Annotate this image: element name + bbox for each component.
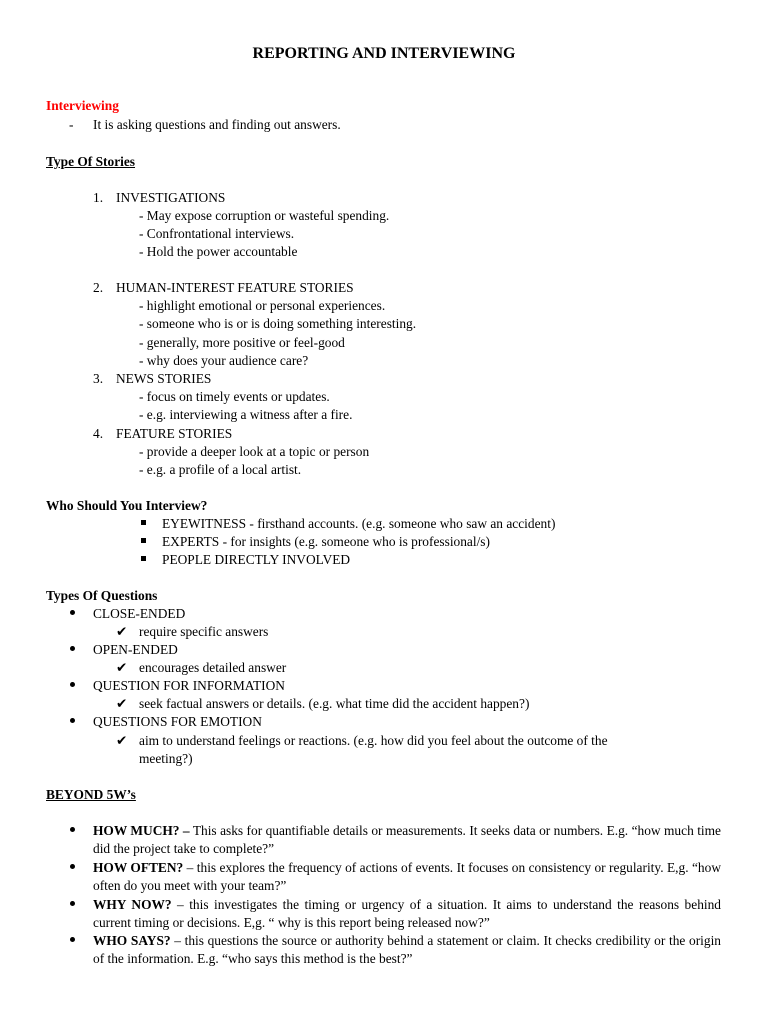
who-heading: Who Should You Interview?	[46, 498, 208, 513]
bullet-icon	[70, 641, 75, 659]
story-point: - why does your audience care?	[139, 353, 309, 368]
story-point: - May expose corruption or wasteful spending.	[139, 208, 390, 223]
story-point: - provide a deeper look at a topic or person	[139, 444, 370, 459]
story-point: - Hold the power accountable	[139, 244, 298, 259]
checkmark-icon: ✔	[116, 624, 128, 639]
story-type-title: FEATURE STORIES	[116, 426, 233, 441]
beyond-text: – this questions the source or authority behind a statement or claim. It checks credibility or the origin of the information. E.g. “who says this method is the best?”	[93, 933, 721, 967]
story-point: - generally, more positive or feel-good	[139, 335, 345, 350]
story-point: - e.g. a profile of a local artist.	[139, 462, 302, 477]
list-number: 4.	[93, 426, 104, 441]
beyond-item	[93, 932, 721, 968]
question-type: CLOSE-ENDED	[93, 606, 186, 621]
question-detail-continued: meeting?)	[139, 751, 193, 766]
checkmark-icon: ✔	[116, 733, 128, 748]
story-point: - focus on timely events or updates.	[139, 389, 330, 404]
story-point: - e.g. interviewing a witness after a fire.	[139, 407, 353, 422]
beyond-text: This asks for quantifiable details or measurements. It seeks data or numbers. E.g. “how much time did the project take to complete?”	[93, 823, 721, 857]
list-number: 2.	[93, 280, 104, 295]
question-type: QUESTIONS FOR EMOTION	[93, 714, 262, 729]
beyond-item	[93, 822, 721, 858]
who-item: EYEWITNESS - firsthand accounts. (e.g. someone who saw an accident)	[162, 516, 556, 531]
who-item: EXPERTS - for insights (e.g. someone who is professional/s)	[162, 534, 490, 549]
beyond-text: – this explores the frequency of actions of events. It focuses on consistency or regularity. E,g. “how often do you meet with your team?”	[93, 860, 721, 894]
document-title: REPORTING AND INTERVIEWING	[252, 45, 516, 62]
checkmark-icon: ✔	[116, 660, 128, 675]
beyond-term: HOW OFTEN?	[93, 860, 184, 875]
story-point: - highlight emotional or personal experiences.	[139, 298, 386, 313]
story-types-heading: Type Of Stories	[46, 154, 136, 169]
question-detail: encourages detailed answer	[139, 660, 287, 675]
bullet-icon	[70, 822, 75, 840]
beyond-term: HOW MUCH? –	[93, 823, 190, 838]
story-type-title: HUMAN-INTEREST FEATURE STORIES	[116, 280, 354, 295]
square-bullet-icon	[141, 533, 146, 551]
bullet-icon	[70, 896, 75, 914]
dash-marker: -	[69, 117, 74, 132]
question-detail: aim to understand feelings or reactions. (e.g. how did you feel about the outcome of the	[139, 733, 608, 748]
bullet-icon	[70, 605, 75, 623]
who-item: PEOPLE DIRECTLY INVOLVED	[162, 552, 351, 567]
bullet-icon	[70, 713, 75, 731]
question-type: QUESTION FOR INFORMATION	[93, 678, 285, 693]
interviewing-definition: It is asking questions and finding out answers.	[93, 117, 341, 132]
questions-heading: Types Of Questions	[46, 588, 158, 603]
story-type-title: INVESTIGATIONS	[116, 190, 226, 205]
bullet-icon	[70, 932, 75, 950]
beyond-term: WHY NOW?	[93, 897, 172, 912]
story-point: - Confrontational interviews.	[139, 226, 295, 241]
list-number: 3.	[93, 371, 104, 386]
beyond-term: WHO SAYS?	[93, 933, 171, 948]
beyond-heading: BEYOND 5W’s	[46, 787, 136, 802]
bullet-icon	[70, 677, 75, 695]
story-type-title: NEWS STORIES	[116, 371, 212, 386]
interviewing-heading: Interviewing	[46, 98, 119, 113]
question-detail: require specific answers	[139, 624, 269, 639]
square-bullet-icon	[141, 515, 146, 533]
beyond-text: – this investigates the timing or urgency of a situation. It aims to understand the reasons behind current timing or decisions. E,g. “ why is this report being released now?”	[93, 897, 722, 931]
story-point: - someone who is or is doing something interesting.	[139, 316, 417, 331]
checkmark-icon: ✔	[116, 696, 128, 711]
beyond-item	[93, 859, 721, 895]
square-bullet-icon	[141, 551, 146, 569]
question-type: OPEN-ENDED	[93, 642, 178, 657]
beyond-item	[93, 896, 721, 932]
list-number: 1.	[93, 190, 104, 205]
bullet-icon	[70, 859, 75, 877]
question-detail: seek factual answers or details. (e.g. what time did the accident happen?)	[139, 696, 530, 711]
